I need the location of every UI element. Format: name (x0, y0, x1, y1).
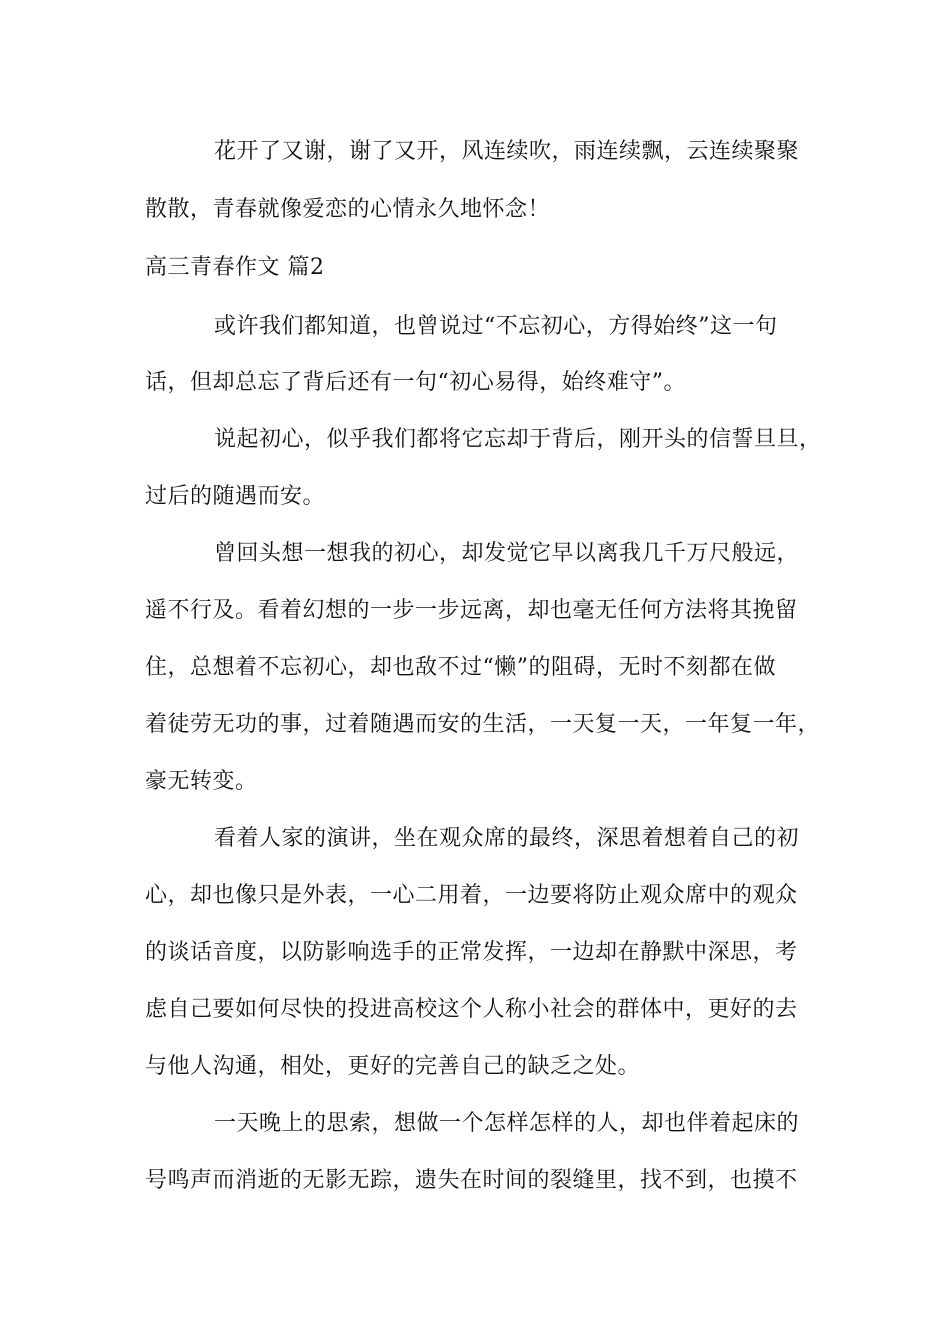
paragraph-line: 着徒劳无功的事，过着随遇而安的生活，一天复一天，一年复一年， (145, 712, 821, 737)
paragraph-line: 的谈话音度，以防影响选手的正常发挥，一边却在静默中深思，考 (145, 940, 798, 965)
paragraph-line: 话，但却总忘了背后还有一句“初心易得，始终难守”。 (145, 370, 686, 395)
paragraph-line: 豪无转变。 (145, 769, 258, 794)
paragraph-line: 住，总想着不忘初心，却也敌不过“懒”的阻碍，无时不刻都在做 (145, 655, 776, 680)
paragraph-line: 号鸣声而消逝的无影无踪，遗失在时间的裂缝里，找不到，也摸不 (145, 1168, 798, 1193)
section-heading: 高三青春作文 篇2 (145, 255, 325, 280)
paragraph-line: 过后的随遇而安。 (145, 484, 326, 509)
paragraph-line: 或许我们都知道，也曾说过“不忘初心，方得始终”这一句 (214, 314, 778, 339)
paragraph-line: 遥不行及。看着幻想的一步一步远离，却也毫无任何方法将其挽留 (145, 598, 798, 623)
paragraph-line: 虑自己要如何尽快的投进高校这个人称小社会的群体中，更好的去 (145, 997, 798, 1022)
paragraph-line: 说起初心，似乎我们都将它忘却于背后，刚开头的信誓旦旦， (214, 427, 822, 452)
paragraph-line: 看着人家的演讲，坐在观众席的最终，深思着想着自己的初 (214, 826, 800, 851)
paragraph-line: 花开了又谢，谢了又开，风连续吹，雨连续飘，云连续聚聚 (214, 139, 800, 164)
paragraph-line: 一天晚上的思索，想做一个怎样怎样的人，却也伴着起床的 (214, 1111, 800, 1136)
paragraph-line: 心，却也像只是外表，一心二用着，一边要将防止观众席中的观众 (145, 883, 798, 908)
paragraph-line: 与他人沟通，相处，更好的完善自己的缺乏之处。 (145, 1054, 641, 1079)
paragraph-line: 曾回头想一想我的初心，却发觉它早以离我几千万尺般远， (214, 541, 800, 566)
paragraph-line: 散散，青春就像爱恋的心情永久地怀念！ (145, 197, 551, 222)
